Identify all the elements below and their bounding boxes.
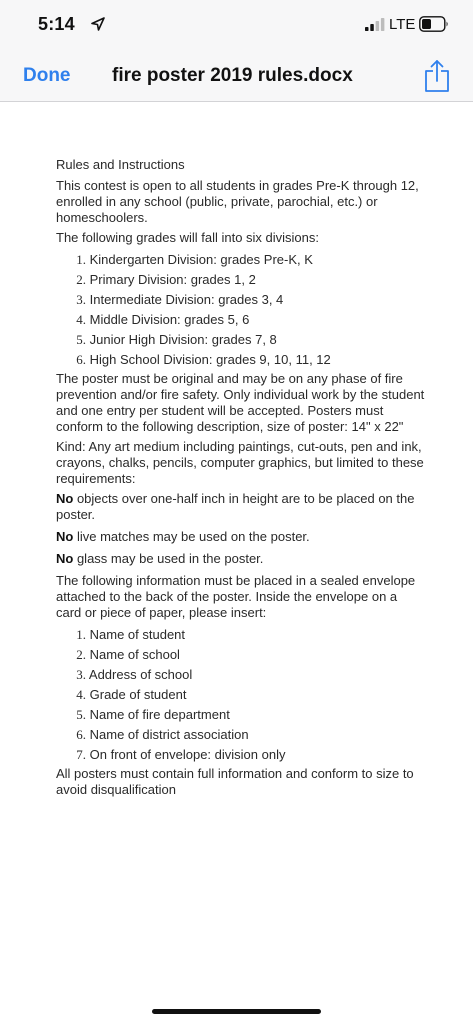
status-bar xyxy=(0,0,473,50)
list-item xyxy=(56,685,426,705)
list-number: 4. xyxy=(76,312,86,327)
list-item xyxy=(56,330,426,350)
list-text: Address of school xyxy=(88,667,193,682)
rules-heading: Rules and Instructions xyxy=(56,157,185,172)
list-number: 3. xyxy=(76,292,86,307)
list-text: Name of district association xyxy=(89,727,249,742)
list-number: 2. xyxy=(76,272,86,287)
list-number: 6. xyxy=(76,352,86,367)
rule-text: live matches may be used on the poster. xyxy=(73,529,310,544)
closing-paragraph: All posters must contain full information and conform to size to avoid disqualification xyxy=(56,766,414,797)
list-number: 7. xyxy=(76,747,86,762)
list-number: 5. xyxy=(76,707,86,722)
network-label: LTE xyxy=(389,16,416,33)
intro-paragraph: This contest is open to all students in grades Pre-K through 12, enrolled in any school (public, private, parochial, etc.) or homeschoolers. xyxy=(56,178,419,225)
list-number: 5. xyxy=(76,332,86,347)
list-number: 3. xyxy=(76,667,86,682)
list-number: 1. xyxy=(76,627,86,642)
divisions-intro: The following grades will fall into six divisions: xyxy=(56,230,320,245)
list-text: Primary Division: grades 1, 2 xyxy=(89,272,256,287)
envelope-items-list xyxy=(56,625,426,765)
list-text: Middle Division: grades 5, 6 xyxy=(89,312,250,327)
home-indicator[interactable] xyxy=(152,1009,321,1014)
list-item xyxy=(56,645,426,665)
list-number: 4. xyxy=(76,687,86,702)
list-text: Name of fire department xyxy=(89,707,230,722)
document-body xyxy=(56,157,426,802)
cellular-signal-icon xyxy=(365,18,385,31)
list-text: Intermediate Division: grades 3, 4 xyxy=(89,292,284,307)
poster-requirements-paragraph: The poster must be original and may be on any phase of fire prevention and/or fire safety. Only individual work by the student and one entry per student will be accepted. Posters must conform to the following description, size of poster: 14" x 22" xyxy=(56,371,425,434)
rule-text: glass may be used in the poster. xyxy=(73,551,264,566)
list-text: Grade of student xyxy=(89,687,187,702)
navigation-bar xyxy=(0,50,473,102)
list-item xyxy=(56,310,426,330)
list-item xyxy=(56,250,426,270)
list-item xyxy=(56,725,426,745)
list-number: 6. xyxy=(76,727,86,742)
rule-paragraph xyxy=(56,529,426,545)
rule-paragraph xyxy=(56,491,426,523)
list-item xyxy=(56,745,426,765)
status-time: 5:14 xyxy=(38,14,75,34)
list-text: High School Division: grades 9, 10, 11, 12 xyxy=(89,352,331,367)
list-item xyxy=(56,665,426,685)
list-item xyxy=(56,270,426,290)
list-text: Name of school xyxy=(89,647,180,662)
list-number: 2. xyxy=(76,647,86,662)
list-item xyxy=(56,625,426,645)
done-button[interactable]: Done xyxy=(23,65,71,86)
list-item xyxy=(56,350,426,370)
divisions-list xyxy=(56,250,426,370)
envelope-intro-paragraph: The following information must be placed in a sealed envelope attached to the back of the poster. Inside the envelope on a card or piece of paper, please insert: xyxy=(56,573,416,620)
list-text: Junior High Division: grades 7, 8 xyxy=(89,332,277,347)
battery-icon xyxy=(419,16,449,32)
rule-emphasis: No xyxy=(56,551,74,566)
list-text: Name of student xyxy=(89,627,186,642)
kind-paragraph: Kind: Any art medium including paintings, cut-outs, pen and ink, crayons, chalks, pencils, computer graphics, but limited to these requirements: xyxy=(56,439,424,486)
rule-emphasis: No xyxy=(56,491,74,506)
list-text: On front of envelope: division only xyxy=(89,747,286,762)
location-arrow-icon xyxy=(91,17,105,31)
document-page[interactable] xyxy=(0,102,473,1022)
list-text: Kindergarten Division: grades Pre-K, K xyxy=(89,252,313,267)
list-item xyxy=(56,705,426,725)
list-item xyxy=(56,290,426,310)
rule-text: objects over one-half inch in height are to be placed on the poster. xyxy=(56,491,415,522)
document-title: fire poster 2019 rules.docx xyxy=(112,65,353,86)
list-number: 1. xyxy=(76,252,86,267)
rule-paragraph xyxy=(56,551,426,567)
share-icon[interactable] xyxy=(424,59,450,93)
rule-emphasis: No xyxy=(56,529,74,544)
